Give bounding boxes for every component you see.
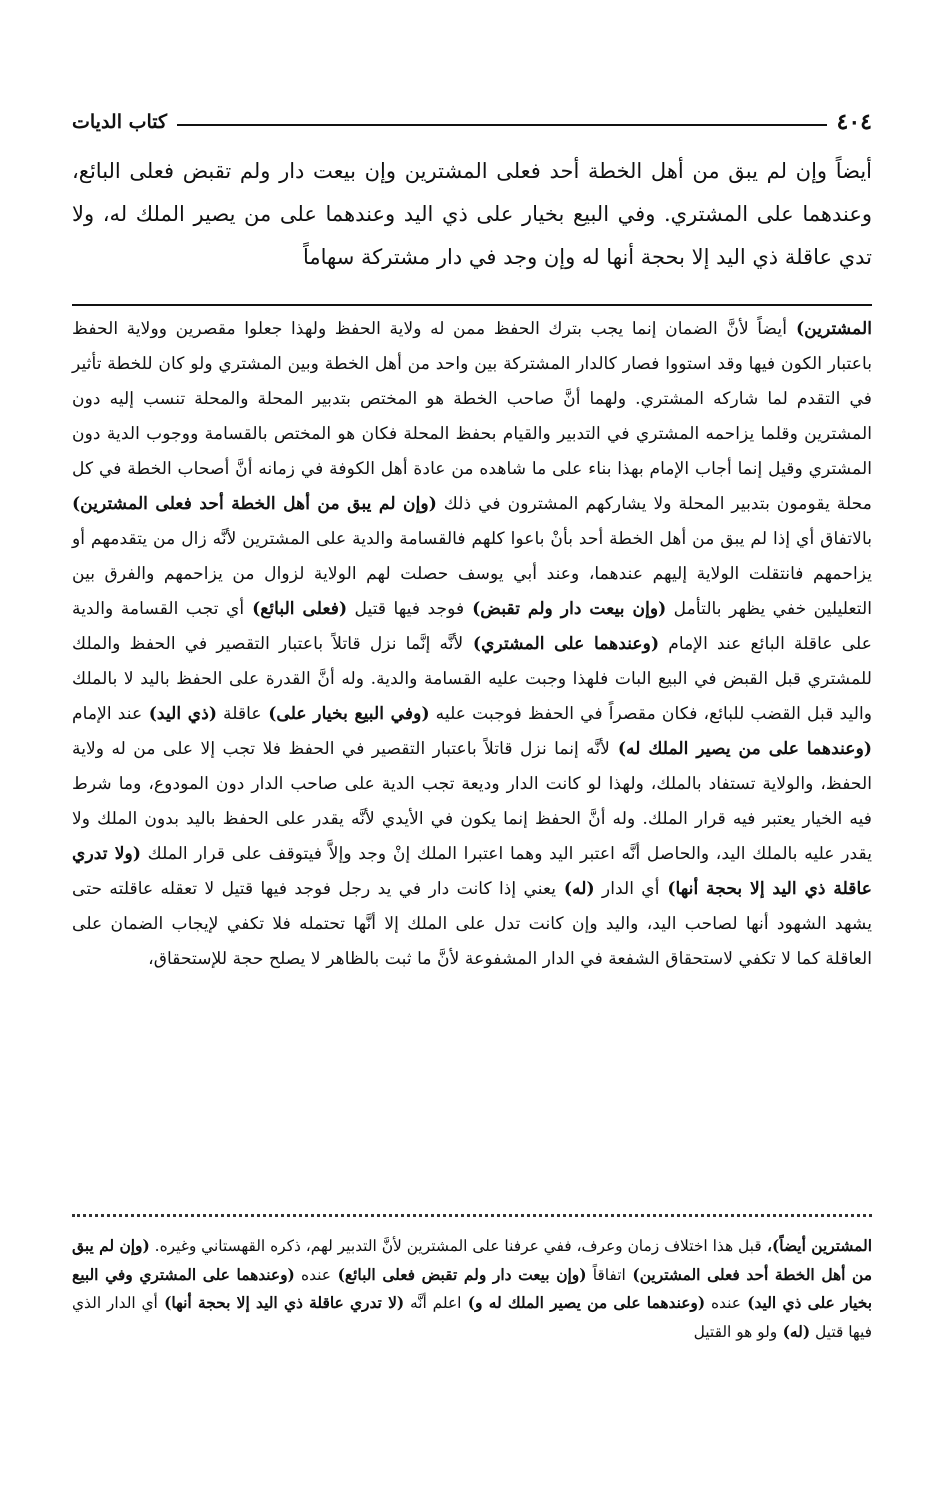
footnote-divider bbox=[72, 1214, 872, 1217]
footnote-bold-run: (وعندهما على المشتري وفي البيع بخيار على ذي اليد) bbox=[72, 1265, 872, 1312]
footnote-run: ولو هو القتيل bbox=[693, 1322, 778, 1341]
commentary-run: عند الإمام bbox=[72, 704, 143, 724]
commentary-bold-run: (وفي البيع بخيار على) bbox=[261, 704, 430, 724]
footnote-text bbox=[72, 1232, 872, 1346]
commentary-bold-run: (ولا تدري عاقلة ذي اليد إلا بحجة أنها) bbox=[72, 844, 872, 899]
footnote-bold-run: (لا تدري عاقلة ذي اليد إلا بحجة أنها) bbox=[157, 1294, 405, 1312]
footnote-bold-run: (وإن لم يبق من أهل الخطة أحد فعلى المشترين) bbox=[72, 1237, 872, 1284]
commentary-bold-run: (وعندهما على من يصير الملك له) bbox=[609, 739, 872, 759]
page-number: ٤٠٤ bbox=[836, 109, 872, 135]
main-text-divider bbox=[72, 304, 872, 306]
commentary-bold-run: (له) bbox=[556, 879, 595, 899]
commentary-bold-run: (فعلى البائع) bbox=[244, 599, 348, 619]
commentary-run: لأنَّه إنما نزل قاتلاً باعتبار التقصير في الحفظ فلا تجب إلا على من له ولاية الحفظ، والولاية تستفاد بالملك، ولهذا لو كانت الدار وديعة تجب الدية على صاحب الدار دون المودوع، وما شرط فيه الخيار يعتبر فيه قرار الملك. وله أنَّ الحفظ إنما يكون في الأيدي لأنَّه يقدر على الحفظ باليد بدون الملك ولا يقدر عليه بالملك اليد، والحاصل أنَّه اعتبر اليد وهما اعتبرا الملك إنْ وجد وإلاَّ فيتوقف على قرار الملك bbox=[72, 739, 872, 864]
footnote-run: عنده bbox=[294, 1265, 331, 1284]
footnote-bold-run: المشترين أيضاً)، bbox=[761, 1237, 872, 1255]
main-text: أيضاً وإن لم يبق من أهل الخطة أحد فعلى المشترين وإن بيعت دار ولم تقبض فعلى البائع، وعندهما على المشتري. وفي البيع بخيار على ذي اليد وعندهما على من يصير الملك له، ولا تدي عاقلة ذي اليد إلا بحجة أنها له وإن وجد في دار مشتركة سهاماً bbox=[72, 159, 872, 269]
running-header bbox=[72, 96, 872, 136]
footnote-run: اتفاقاً bbox=[586, 1265, 626, 1284]
commentary-run: أي الدار bbox=[594, 879, 660, 899]
commentary-run: بالاتفاق أي إذا لم يبق من أهل الخطة أحد بأنْ باعوا كلهم فالقسامة والدية على المشترين لأنَّه زال من يتقدمهم أو يزاحمهم فانتقلت الولاية إليهم عندهما، وعند أبي يوسف حصلت لهم الولاية لزوال من يزاحمهم والفرق بين التعليلين خفي يظهر بالتأمل bbox=[72, 529, 872, 619]
footnote-paragraph bbox=[72, 1232, 872, 1346]
commentary-run: أي تجب القسامة والدية على عاقلة البائع عند الإمام bbox=[72, 599, 872, 654]
commentary-run: أيضاً لأنَّ الضمان إنما يجب بترك الحفظ ممن له ولاية الحفظ ولهذا جعلوا مقصرين وولاية الحفظ باعتبار الكون فيها وقد استووا فصار كالدار المشتركة بين واحد من أهل الخطة وبين المشتري ولو كان للخطة تأثير في التقدم لما شاركه المشتري. ولهما أنَّ صاحب الخطة هو المختص بتدبير المحلة والمحلة تنسب إليه دون المشترين وقلما يزاحمه المشتري في التدبير والقيام بحفظ المحلة فكان هو المختص بالقسامة ووجوب الدية دون المشتري وقيل إنما أجاب الإمام بهذا بناء على ما شاهده من عادة أهل الكوفة في زمانه أنَّ أصحاب الخطة في كل محلة يقومون بتدبير المحلة ولا يشاركهم المشترون في ذلك bbox=[72, 319, 872, 514]
footnote-run: قبل هذا اختلاف زمان وعرف، ففي عرفنا على المشترين لأنَّ التدبير لهم، ذكره القهستاني وغيره. bbox=[149, 1237, 762, 1255]
footnote-bold-run: (له) bbox=[777, 1322, 811, 1341]
commentary-run: لأنَّه إنَّما نزل قاتلاً باعتبار التقصير في الحفظ والملك للمشتري قبل القبض في البيع البات فلهذا وجبت عليه القسامة والدية. وله أنَّ القدرة على الحفظ باليد لا بالملك واليد قبل القضب للبائع، فكان مقصراً في الحفظ فوجبت عليه bbox=[72, 634, 873, 724]
commentary-paragraph bbox=[72, 312, 872, 977]
commentary-bold-run: المشترين) bbox=[787, 319, 872, 339]
commentary-run: عاقلة bbox=[216, 704, 262, 724]
footnote-run: عنده bbox=[705, 1294, 741, 1312]
footnote-bold-run: (وعندهما على من يصير الملك له و) bbox=[461, 1294, 706, 1312]
commentary-run: يعني إذا كانت دار في يد رجل فوجد فيها قتيل لا تعقله عاقلته حتى يشهد الشهود أنها لصاحب اليد، واليد وإن كانت تدل على الملك إلا أنَّها تحتمله فلا تكفي لإيجاب الضمان على العاقلة كما لا تكفي لاستحقاق الشفعة في الدار المشفوعة لأنَّ ما ثبت بالظاهر لا يصلح حجة للإستحقاق، bbox=[72, 879, 872, 969]
commentary-bold-run: (وعندهما على المشتري) bbox=[463, 634, 660, 654]
footnote-run: اعلم أنَّه bbox=[404, 1294, 462, 1312]
commentary-bold-run: (ذي اليد) bbox=[142, 704, 217, 724]
commentary-bold-run: (وإن بيعت دار ولم تقبض) bbox=[464, 599, 667, 619]
commentary-bold-run: (وإن لم يبق من أهل الخطة أحد فعلى المشترين) bbox=[72, 494, 437, 514]
footnote-bold-run: (وإن بيعت دار ولم تقبض فعلى البائع) bbox=[331, 1265, 587, 1284]
commentary-text bbox=[72, 312, 872, 977]
book-title: كتاب الديات bbox=[72, 111, 168, 133]
footnote-run: أي الدار الذي فيها قتيل bbox=[72, 1294, 872, 1341]
commentary-run: فوجد فيها قتيل bbox=[347, 599, 465, 619]
header-rule bbox=[177, 124, 826, 126]
